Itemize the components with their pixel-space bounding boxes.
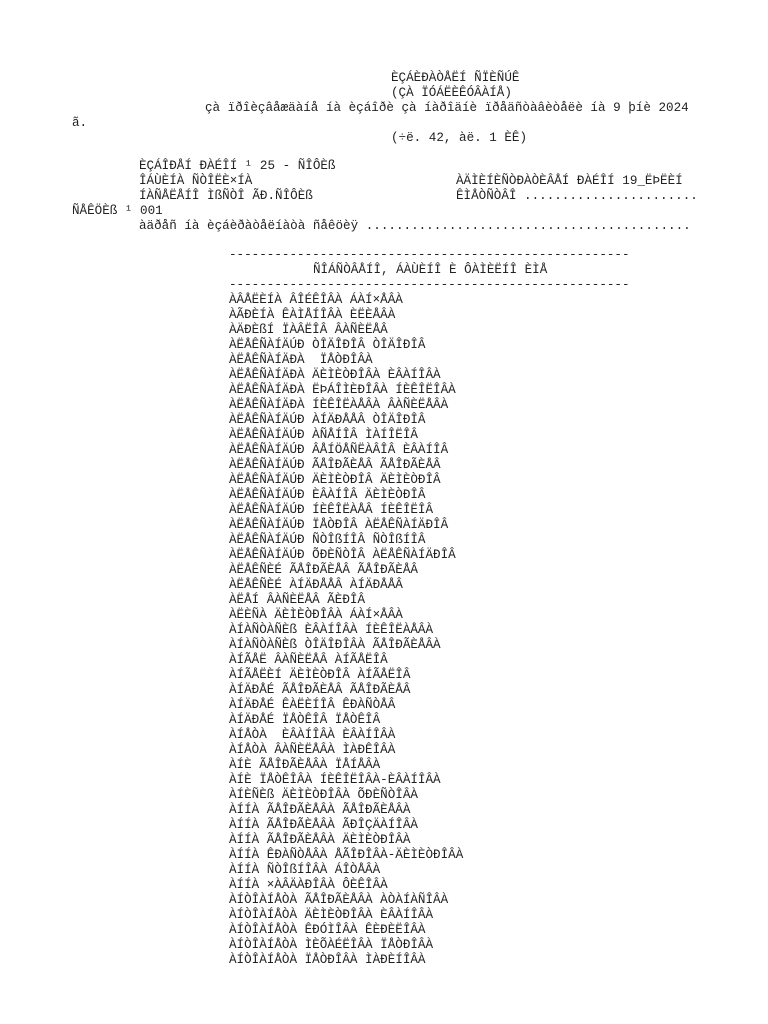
section-address: àäðåñ íà èçáèðàòåëíàòà ñåêöèÿ ........................................... <box>139 219 691 233</box>
voter-row: ÀÍÍÀ ÃÅÎÐÃÈÅÂÀ ÃÐÎÇÄÀÍÎÂÀ <box>229 818 418 832</box>
voter-row: ÀËÅÊÑÀÍÄÚÐ ÄÈÌÈÒÐÎÂ ÄÈÌÈÒÐÎÂ <box>229 473 441 487</box>
decree-text-continued: ã. <box>72 116 88 130</box>
voter-row: ÀÍÃÅËÈÍ ÄÈÌÈÒÐÎÂ ÀÍÃÅËÎÂ <box>229 668 411 682</box>
voter-row: ÀËÅÊÑÀÍÄÚÐ ÈÂÀÍÎÂ ÄÈÌÈÒÐÎÂ <box>229 488 426 502</box>
voter-row: ÀËÅÊÑÀÍÄÚÐ ÍÈÊÎËÀÅÂ ÍÈÊÎËÎÂ <box>229 503 434 517</box>
decree-text: çà ïðîèçâåæäàíå íà èçáîðè çà íàðîäíè ïðåäñòàâèòåëè íà 9 þíè 2024 <box>205 101 689 115</box>
voter-row: ÀËÅÊÑÀÍÄÐÀ ÏÅÒÐÎÂÀ <box>229 353 373 367</box>
voter-row: ÀÍÀÑÒÀÑÈß ÒÎÄÎÐÎÂÀ ÃÅÎÐÃÈÅÂÀ <box>229 638 441 652</box>
voter-row: ÀËÅÊÑÀÍÄÚÐ ÒÎÄÎÐÎÂ ÒÎÄÎÐÎÂ <box>229 338 426 352</box>
doc-subtitle: (ÇÀ ÏÓÁËÈÊÓÂÀÍÅ) <box>391 86 512 100</box>
law-reference: (÷ë. 42, àë. 1 ÈÊ) <box>391 131 528 145</box>
voter-row: ÀËÅÍ ÂÀÑÈËÅÂ ÃÈÐÎÂ <box>229 593 366 607</box>
voter-row: ÀËÅÊÑÀÍÄÚÐ ÏÅÒÐÎÂ ÀËÅÊÑÀÍÄÐÎÂ <box>229 518 449 532</box>
voter-row: ÀËÅÊÑÈÉ ÃÅÎÐÃÈÅÂ ÃÅÎÐÃÈÅÂ <box>229 563 418 577</box>
voter-row: ÀÍÍÀ ÃÅÎÐÃÈÅÂÀ ÃÅÎÐÃÈÅÂÀ <box>229 803 411 817</box>
administrative-region: ÀÄÌÈÍÈÑÒÐÀÒÈÂÅÍ ÐÀÉÎÍ 19_ËÞËÈÍ <box>456 174 683 188</box>
voter-row: ÀËÅÊÑÀÍÄÚÐ ÃÅÎÐÃÈÅÂ ÃÅÎÐÃÈÅÂ <box>229 458 441 472</box>
column-header: ÑÎÁÑÒÂÅÍÎ, ÁÀÙÈÍÎ È ÔÀÌÈËÍÎ ÈÌÅ <box>313 263 548 277</box>
voter-row: ÀÃÐÈÍÀ ÊÀÌÅÍÎÂÀ ÈËÈÅÂÀ <box>229 308 396 322</box>
voter-row: ÀËÅÊÑÀÍÄÐÀ ËÞÁÎÌÈÐÎÂÀ ÍÈÊÎËÎÂÀ <box>229 383 456 397</box>
voter-row: ÀËÅÊÑÈÉ ÀÍÄÐÅÅÂ ÀÍÄÐÅÅÂ <box>229 578 403 592</box>
voter-row: ÀÍÅÒÀ ÈÂÀÍÎÂÀ ÈÂÀÍÎÂÀ <box>229 728 396 742</box>
voter-row: ÀËÅÊÑÀÍÄÚÐ ÀÍÄÐÅÅÂ ÒÎÄÎÐÎÂ <box>229 413 426 427</box>
voter-row: ÀËÅÊÑÀÍÄÐÀ ÍÈÊÎËÀÅÂÀ ÂÀÑÈËÅÂÀ <box>229 398 449 412</box>
voter-row: ÀÍÒÎÀÍÅÒÀ ÄÈÌÈÒÐÎÂÀ ÈÂÀÍÎÂÀ <box>229 908 434 922</box>
voter-row: ÀÍÈÑÈß ÄÈÌÈÒÐÎÂÀ ÕÐÈÑÒÎÂÀ <box>229 788 418 802</box>
electoral-region: ÈÇÁÎÐÅÍ ÐÀÉÎÍ ¹ 25 - ÑÎÔÈß <box>139 159 336 173</box>
voter-row: ÀÍÒÎÀÍÅÒÀ ÏÅÒÐÎÂÀ ÌÀÐÈÍÎÂÀ <box>229 953 426 967</box>
municipality: ÎÁÙÈÍÀ ÑÒÎËÈ×ÍÀ <box>139 174 253 188</box>
voter-row: ÀÍÍÀ ÑÒÎßÍÎÂÀ ÁÎÒÅÂÀ <box>229 863 381 877</box>
voter-row: ÀËÅÊÑÀÍÄÐÀ ÄÈÌÈÒÐÎÂÀ ÈÂÀÍÎÂÀ <box>229 368 441 382</box>
voter-row: ÀÍÍÀ ÊÐÀÑÒÅÂÀ ÅÃÎÐÎÂÀ-ÄÈÌÈÒÐÎÂÀ <box>229 848 464 862</box>
voter-row: ÀÍÀÑÒÀÑÈß ÈÂÀÍÎÂÀ ÍÈÊÎËÀÅÂÀ <box>229 623 434 637</box>
voter-row: ÀÄÐÈßÍ ÏÀÂËÎÂ ÂÀÑÈËÅÂ <box>229 323 388 337</box>
voter-row: ÀÍÅÒÀ ÂÀÑÈËÅÂÀ ÌÀÐÊÎÂÀ <box>229 743 396 757</box>
table-rule-bottom: ----------------------------------------------------- <box>229 278 630 292</box>
voter-row: ÀÍÈ ÏÅÒÊÎÂÀ ÍÈÊÎËÎÂÀ-ÈÂÀÍÎÂÀ <box>229 773 441 787</box>
voter-row: ÀÍÃÅË ÂÀÑÈËÅÂ ÀÍÃÅËÎÂ <box>229 653 388 667</box>
voter-row: ÀÍÒÎÀÍÅÒÀ ÌÈÕÀÉËÎÂÀ ÏÅÒÐÎÂÀ <box>229 938 434 952</box>
voter-row: ÀËÅÊÑÀÍÄÚÐ ÑÒÎßÍÎÂ ÑÒÎßÍÎÂ <box>229 533 426 547</box>
voter-row: ÀÍÄÐÅÉ ÏÅÒÊÎÂ ÏÅÒÊÎÂ <box>229 713 381 727</box>
voter-row: ÀËÅÊÑÀÍÄÚÐ ÀÑÅÍÎÂ ÌÀÍÎËÎÂ <box>229 428 418 442</box>
voter-row: ÀÍÍÀ ×ÀÂÄÀÐÎÂÀ ÔÈÊÎÂÀ <box>229 878 388 892</box>
voter-row: ÀËÅÊÑÀÍÄÚÐ ÕÐÈÑÒÎÂ ÀËÅÊÑÀÍÄÐÎÂ <box>229 548 456 562</box>
voter-row: ÀÍÈ ÃÅÎÐÃÈÅÂÀ ÏÅÍÅÂÀ <box>229 758 381 772</box>
settlement: ÍÀÑÅËÅÍÎ ÌßÑÒÎ ÃÐ.ÑÎÔÈß <box>139 189 313 203</box>
voter-row: ÀÍÍÀ ÃÅÎÐÃÈÅÂÀ ÄÈÌÈÒÐÎÂÀ <box>229 833 411 847</box>
voter-row: ÀÍÒÎÀÍÅÒÀ ÊÐÓÌÎÂÀ ÊÈÐÈËÎÂÀ <box>229 923 426 937</box>
voter-row: ÀËÈÑÀ ÄÈÌÈÒÐÎÂÀ ÁÀÍ×ÅÂÀ <box>229 608 403 622</box>
voter-row: ÀÂÅËÈÍÀ ÂÎÉÊÎÂÀ ÁÀÍ×ÅÂÀ <box>229 293 403 307</box>
voter-row: ÀËÅÊÑÀÍÄÚÐ ÂÅÍÖÅÑËÀÂÎÂ ÈÂÀÍÎÂ <box>229 443 449 457</box>
voter-row: ÀÍÄÐÅÉ ÃÅÎÐÃÈÅÂ ÃÅÎÐÃÈÅÂ <box>229 683 411 697</box>
doc-title: ÈÇÁÈÐÀÒÅËÍ ÑÏÈÑÚÊ <box>391 71 520 85</box>
voter-row: ÀÍÄÐÅÉ ÊÀËÈÍÎÂ ÊÐÀÑÒÅÂ <box>229 698 396 712</box>
local-area: ÊÌÅÒÑÒÂÎ ....................... <box>456 189 698 203</box>
section-number: ÑÅÊÖÈß ¹ 001 <box>72 204 163 218</box>
table-rule-top: ----------------------------------------------------- <box>229 248 630 262</box>
voter-row: ÀÍÒÎÀÍÅÒÀ ÃÅÎÐÃÈÅÂÀ ÀÒÀÍÀÑÎÂÀ <box>229 893 449 907</box>
